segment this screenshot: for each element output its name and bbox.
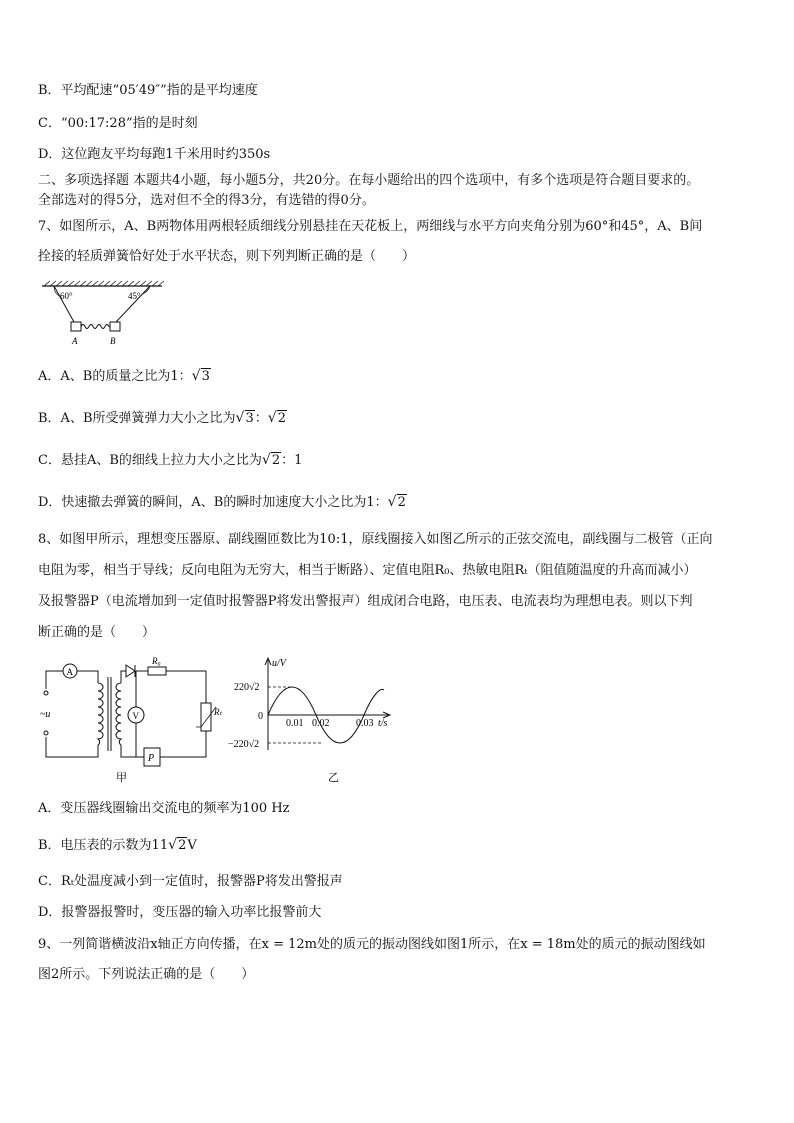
thermistor-rt xyxy=(201,703,211,731)
svg-text:V: V xyxy=(132,711,139,721)
caption-jia: 甲 xyxy=(116,772,127,784)
q7-option-b: B．A、B所受弹簧弹力大小之比为√ 3：√ 2 xyxy=(38,410,287,428)
q7-option-a: A．A、B的质量之比为1：√ 3 xyxy=(38,368,211,386)
q8-stem-line3: 及报警器P（电流增加到一定值时报警器P将发出警报声）组成闭合电路，电压表、电流表均为理想电表。则以下判 xyxy=(38,594,693,609)
y-min-label: −220√2 xyxy=(228,739,260,750)
svg-text:Rₜ: Rₜ xyxy=(214,707,223,717)
source-label: ~u xyxy=(40,709,51,720)
spring xyxy=(81,325,110,329)
q8-option-b: B．电压表的示数为11√ 2V xyxy=(38,837,197,855)
q9-stem-line1: 9、一列简谐横波沿x轴正方向传播，在x = 12m处的质元的振动图线如图1所示，在x = 18m处的质元的振动图线如 xyxy=(38,937,706,952)
q6-option-c: C．“00:17:28”指的是时刻 xyxy=(38,116,198,131)
svg-text:A: A xyxy=(66,667,73,677)
q7-stem-line2: 拴接的轻质弹簧恰好处于水平状态，则下列判断正确的是（ ） xyxy=(38,249,416,264)
q8-stem-line2: 电阻为零，相当于导线；反向电阻为无穷大，相当于断路）、定值电阻R₀、热敏电阻Rₜ（阻值随温度的升高而减小） xyxy=(38,563,697,578)
label-b: B xyxy=(110,336,116,346)
label-a: A xyxy=(72,336,78,346)
x-axis-label: t/s xyxy=(378,718,388,729)
svg-text:P: P xyxy=(148,753,155,764)
q8-circuit-figure xyxy=(38,655,228,785)
tick-003: 0.03 xyxy=(356,718,374,729)
q7-stem-line1: 7、如图所示，A、B两物体用两根轻质细线分别悬挂在天花板上，两细线与水平方向夹角分别为60°和45°，A、B间 xyxy=(38,219,703,234)
q8-waveform-graph xyxy=(228,652,408,787)
y-max-label: 220√2 xyxy=(234,682,260,693)
q6-option-b: B．平均配速“05′49″”指的是平均速度 xyxy=(38,83,258,98)
q7-option-d: D．快速撤去弹簧的瞬间，A、B的瞬时加速度大小之比为1：√ 2 xyxy=(38,494,407,512)
q8-stem-line4: 断正确的是（ ） xyxy=(38,625,156,640)
origin-label: 0 xyxy=(258,711,263,722)
angle-60-label: 60° xyxy=(60,291,73,301)
q8-stem-line1: 8、如图甲所示，理想变压器原、副线圈匝数比为10:1，原线圈接入如图乙所示的正弦交流电，副线圈与二极管（正向 xyxy=(38,532,713,547)
diode xyxy=(126,665,135,677)
y-axis-label: u/V xyxy=(272,658,286,669)
caption-yi: 乙 xyxy=(328,772,339,784)
angle-45-label: 45° xyxy=(128,291,141,301)
resistor-r0 xyxy=(148,667,166,675)
q7-option-c: C．悬挂A、B的细线上拉力大小之比为√ 2：1 xyxy=(38,452,302,470)
section2-line1: 二、多项选择题 本题共4小题，每小题5分，共20分。在每小题给出的四个选项中，有多个选项是符合题目要求的。 xyxy=(38,173,700,188)
q7-figure xyxy=(38,280,168,350)
q8-option-c: C．Rₜ处温度减小到一定值时，报警器P将发出警报声 xyxy=(38,874,343,889)
q6-option-d: D．这位跑友平均每跑1千米用时约350s xyxy=(38,147,271,162)
q8-option-a: A．变压器线圈输出交流电的频率为100 Hz xyxy=(38,801,290,816)
svg-text:R₀: R₀ xyxy=(152,656,161,666)
tick-001: 0.01 xyxy=(286,718,304,729)
q9-stem-line2: 图2所示。下列说法正确的是（ ） xyxy=(38,967,255,982)
tick-002: 0.02 xyxy=(312,718,330,729)
q8-option-d: D．报警器报警时，变压器的输入功率比报警前大 xyxy=(38,905,322,920)
block-b xyxy=(110,322,120,331)
section2-line2: 全部选对的得5分，选对但不全的得3分，有选错的得0分。 xyxy=(38,193,375,208)
block-a xyxy=(71,322,81,331)
